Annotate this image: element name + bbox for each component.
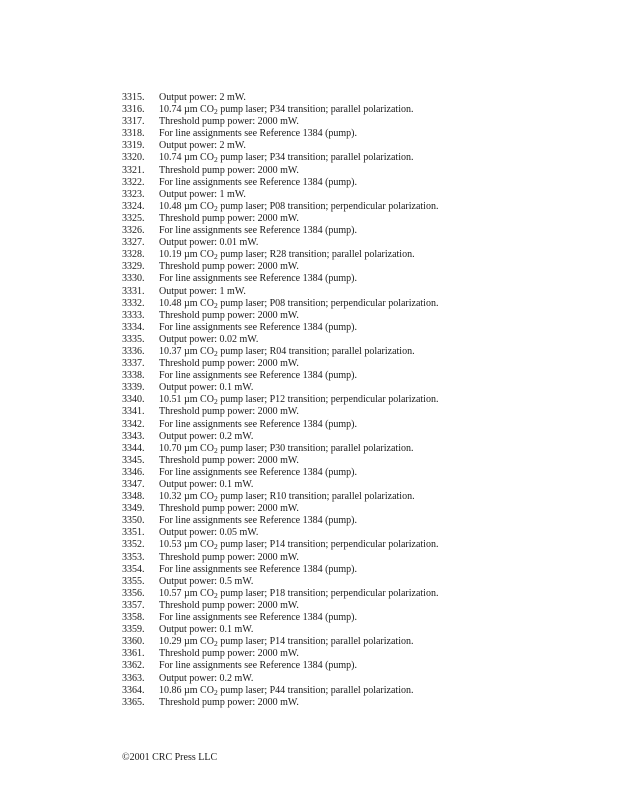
note-line [122,310,592,322]
note-text: Threshold pump power: 2000 mW. [159,261,299,273]
note-number: 3324. [122,200,145,212]
note-number: 3343. [122,430,145,442]
note-text [159,588,438,600]
note-text: For line assignments see Reference 1384 (pump). [159,660,358,672]
co2-subscript: 2 [213,494,218,504]
laser-wavelength: 10.53 µm CO [159,539,214,551]
co2-subscript: 2 [213,397,218,407]
laser-wavelength: 10.32 µm CO [159,491,214,503]
note-line [122,177,592,189]
note-line [122,334,592,346]
co2-subscript: 2 [213,445,218,455]
note-line [122,370,592,382]
note-text: Threshold pump power: 2000 mW. [159,696,299,708]
note-number: 3323. [122,188,145,200]
co2-subscript: 2 [213,107,218,117]
note-number: 3356. [122,587,145,599]
note-text: For line assignments see Reference 1384 (pump). [159,466,358,478]
note-line [122,443,592,455]
note-text: Threshold pump power: 2000 mW. [159,551,299,563]
note-number: 3350. [122,515,145,527]
note-number: 3315. [122,92,145,103]
note-number: 3326. [122,225,145,237]
note-line [122,128,592,140]
note-text [159,346,415,358]
note-number: 3333. [122,309,145,321]
laser-details: pump laser; P14 transition; parallel polarization. [217,636,414,648]
laser-wavelength: 10.70 µm CO [159,442,214,454]
note-text: Output power: 0.1 mW. [159,479,254,490]
note-line [122,660,592,672]
co2-subscript: 2 [213,252,218,262]
note-number: 3345. [122,454,145,466]
note-number: 3352. [122,539,145,551]
note-number: 3337. [122,358,145,370]
note-number: 3349. [122,503,145,515]
note-line [122,298,592,310]
laser-wavelength: 10.86 µm CO [159,684,214,696]
note-line [122,346,592,358]
note-number: 3364. [122,684,145,696]
co2-subscript: 2 [213,300,218,310]
laser-wavelength: 10.29 µm CO [159,636,214,648]
note-text: Output power: 0.2 mW. [159,672,254,684]
note-line [122,92,592,104]
note-text: Output power: 1 mW. [159,188,246,200]
note-text: Output power: 0.01 mW. [159,237,259,249]
note-text: Threshold pump power: 2000 mW. [159,503,299,515]
note-number: 3361. [122,648,145,660]
note-number: 3318. [122,128,145,140]
note-text: Output power: 0.2 mW. [159,430,254,442]
note-text: Threshold pump power: 2000 mW. [159,406,299,418]
co2-subscript: 2 [213,203,218,213]
note-line [122,273,592,285]
note-number: 3328. [122,249,145,261]
co2-subscript: 2 [213,687,218,697]
note-number: 3357. [122,599,145,611]
note-number: 3351. [122,527,145,539]
note-number: 3355. [122,575,145,587]
laser-details: pump laser; P12 transition; perpendicular polarization. [217,394,439,406]
note-line [122,624,592,636]
note-line [122,358,592,370]
note-text: For line assignments see Reference 1384 (pump). [159,612,358,624]
note-line [122,261,592,273]
note-number: 3342. [122,418,145,430]
copyright-footer: ©2001 CRC Press LLC [122,752,218,763]
laser-details: pump laser; P30 transition; parallel polarization. [217,442,414,454]
note-text [159,636,413,648]
note-number: 3359. [122,624,145,636]
note-number: 3322. [122,176,145,188]
note-number: 3331. [122,285,145,297]
laser-details: pump laser; P18 transition; perpendicular polarization. [217,587,439,599]
note-text: Output power: 1 mW. [159,285,246,297]
note-number: 3317. [122,116,145,128]
note-text: For line assignments see Reference 1384 (pump). [159,128,358,140]
note-number: 3321. [122,164,145,176]
note-number: 3358. [122,612,145,624]
laser-details: pump laser; P08 transition; perpendicular polarization. [217,200,439,212]
note-number: 3320. [122,152,145,164]
note-text [159,249,415,261]
laser-details: pump laser; P44 transition; parallel polarization. [217,684,414,696]
note-text: For line assignments see Reference 1384 (pump). [159,563,358,575]
note-text: Threshold pump power: 2000 mW. [159,309,299,321]
note-line [122,491,592,503]
note-number: 3339. [122,382,145,394]
laser-details: pump laser; P14 transition; perpendicular polarization. [217,539,439,551]
note-number: 3346. [122,466,145,478]
note-line [122,685,592,697]
note-text: For line assignments see Reference 1384 (pump). [159,418,358,430]
note-text [159,443,413,455]
laser-wavelength: 10.48 µm CO [159,200,214,212]
note-line [122,152,592,164]
note-number: 3344. [122,442,145,454]
note-line [122,564,592,576]
note-text: For line assignments see Reference 1384 (pump). [159,370,358,382]
note-number: 3363. [122,672,145,684]
note-text: Threshold pump power: 2000 mW. [159,116,299,128]
note-text: For line assignments see Reference 1384 (pump). [159,176,358,188]
note-text: For line assignments see Reference 1384 (pump). [159,225,358,237]
note-line [122,394,592,406]
note-text: Threshold pump power: 2000 mW. [159,212,299,224]
note-text: Threshold pump power: 2000 mW. [159,648,299,660]
note-line [122,552,592,564]
note-line [122,673,592,685]
note-text: Output power: 2 mW. [159,92,246,103]
note-number: 3316. [122,104,145,116]
note-line [122,455,592,467]
note-line [122,286,592,298]
co2-subscript: 2 [213,542,218,552]
note-number: 3335. [122,333,145,345]
co2-subscript: 2 [213,155,218,165]
note-line [122,612,592,624]
note-line [122,576,592,588]
note-number: 3341. [122,406,145,418]
note-text [159,201,438,213]
note-number: 3329. [122,261,145,273]
note-line [122,419,592,431]
note-line [122,116,592,128]
note-text [159,491,415,503]
note-text: For line assignments see Reference 1384 (pump). [159,515,358,527]
note-line [122,225,592,237]
note-text: Output power: 0.05 mW. [159,527,259,539]
laser-wavelength: 10.74 µm CO [159,152,214,164]
co2-subscript: 2 [213,639,218,649]
co2-subscript: 2 [213,590,218,600]
note-text: Output power: 0.02 mW. [159,333,259,345]
laser-details: pump laser; P34 transition; parallel polarization. [217,104,414,116]
laser-details: pump laser; R04 transition; parallel polarization. [217,345,415,357]
laser-details: pump laser; P08 transition; perpendicular polarization. [217,297,439,309]
note-line [122,189,592,201]
note-text: Output power: 0.1 mW. [159,382,254,394]
note-text: Output power: 2 mW. [159,140,246,152]
note-text: Threshold pump power: 2000 mW. [159,454,299,466]
note-line [122,600,592,612]
note-text: Threshold pump power: 2000 mW. [159,358,299,370]
note-line [122,648,592,660]
note-number: 3340. [122,394,145,406]
note-line [122,479,592,491]
note-number: 3319. [122,140,145,152]
note-line [122,515,592,527]
note-number: 3347. [122,479,145,490]
note-text: Output power: 0.1 mW. [159,624,254,636]
note-number: 3360. [122,636,145,648]
laser-wavelength: 10.57 µm CO [159,587,214,599]
note-line [122,249,592,261]
laser-wavelength: 10.74 µm CO [159,104,214,116]
note-line [122,539,592,551]
note-line [122,140,592,152]
note-line [122,697,592,709]
note-text: Threshold pump power: 2000 mW. [159,599,299,611]
note-number: 3338. [122,370,145,382]
note-number: 3365. [122,696,145,708]
note-line [122,213,592,225]
note-number: 3362. [122,660,145,672]
note-line [122,636,592,648]
note-text [159,152,413,164]
note-text: Threshold pump power: 2000 mW. [159,164,299,176]
note-number: 3353. [122,551,145,563]
notes-list [122,92,592,709]
laser-wavelength: 10.51 µm CO [159,394,214,406]
note-number: 3354. [122,563,145,575]
note-text [159,539,438,551]
note-text: For line assignments see Reference 1384 (pump). [159,273,358,285]
note-text: For line assignments see Reference 1384 (pump). [159,321,358,333]
note-line [122,588,592,600]
note-line [122,503,592,515]
laser-details: pump laser; R28 transition; parallel polarization. [217,249,415,261]
note-line [122,527,592,539]
note-number: 3330. [122,273,145,285]
note-line [122,237,592,249]
note-text [159,298,438,310]
note-number: 3325. [122,212,145,224]
note-line [122,382,592,394]
note-text [159,685,413,697]
laser-wavelength: 10.37 µm CO [159,345,214,357]
note-number: 3336. [122,345,145,357]
note-line [122,165,592,177]
laser-wavelength: 10.19 µm CO [159,249,214,261]
note-number: 3348. [122,491,145,503]
note-text [159,104,413,116]
note-line [122,467,592,479]
note-number: 3327. [122,237,145,249]
co2-subscript: 2 [213,348,218,358]
note-text [159,394,438,406]
note-line [122,104,592,116]
note-line [122,322,592,334]
note-line [122,406,592,418]
laser-wavelength: 10.48 µm CO [159,297,214,309]
laser-details: pump laser; R10 transition; parallel polarization. [217,491,415,503]
note-number: 3334. [122,321,145,333]
laser-details: pump laser; P34 transition; parallel polarization. [217,152,414,164]
note-number: 3332. [122,297,145,309]
note-text: Output power: 0.5 mW. [159,575,254,587]
note-line [122,431,592,443]
note-line [122,201,592,213]
